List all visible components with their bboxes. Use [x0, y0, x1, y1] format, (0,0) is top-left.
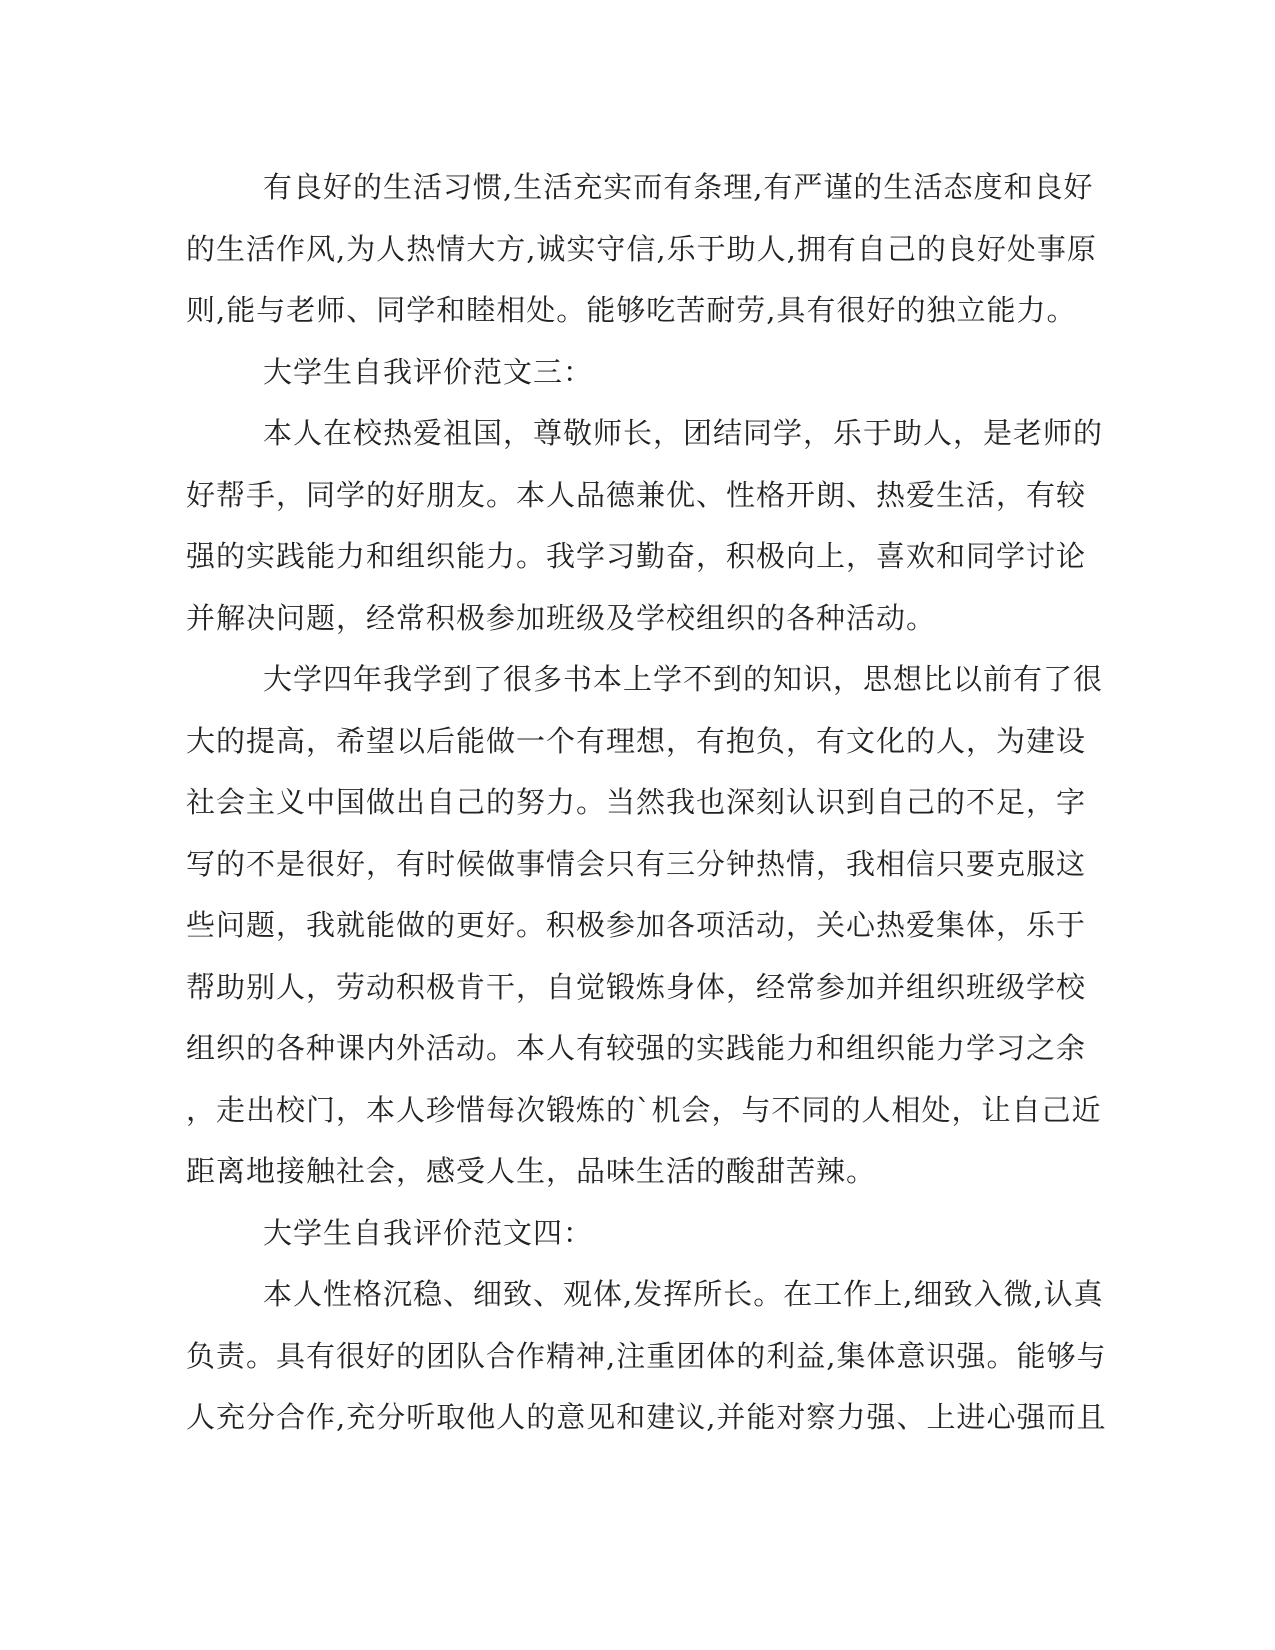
paragraph-line: 好帮手，同学的好朋友。本人品德兼优、性格开朗、热爱生活，有较 [186, 477, 1087, 512]
paragraph-line: 写的不是很好，有时候做事情会只有三分钟热情，我相信只要克服这 [186, 846, 1087, 881]
paragraph-line: ，走出校门，本人珍惜每次锻炼的`机会，与不同的人相处，让自己近 [186, 1092, 1102, 1127]
paragraph-line: 距离地接触社会，感受人生，品味生活的酸甜苦辣。 [186, 1154, 877, 1188]
paragraph-line: 社会主义中国做出自己的努力。当然我也深刻认识到自己的不足，字 [186, 785, 1087, 819]
section-heading: 大学生自我评价范文三： [263, 354, 594, 389]
paragraph-line: 些问题，我就能做的更好。积极参加各项活动，关心热爱集体，乐于 [186, 908, 1087, 942]
paragraph-line: 有良好的生活习惯,生活充实而有条理,有严谨的生活态度和良好 [263, 170, 1094, 204]
paragraph-line: 帮助别人，劳动积极肯干，自觉锻炼身体，经常参加并组织班级学校 [186, 969, 1087, 1004]
paragraph-line: 人充分合作,充分听取他人的意见和建议,并能对察力强、上进心强而且 [186, 1400, 1107, 1434]
paragraph-line: 则,能与老师、同学和睦相处。能够吃苦耐劳,具有很好的独立能力。 [186, 293, 1077, 327]
paragraph-line: 大学四年我学到了很多书本上学不到的知识，思想比以前有了很 [263, 662, 1104, 696]
paragraph-line: 本人性格沉稳、细致、观体,发挥所长。在工作上,细致入微,认真 [263, 1277, 1104, 1311]
section-heading: 大学生自我评价范文四： [263, 1215, 594, 1250]
paragraph-line: 负责。具有很好的团队合作精神,注重团体的利益,集体意识强。能够与 [186, 1338, 1107, 1373]
paragraph-line: 并解决问题，经常积极参加班级及学校组织的各种活动。 [186, 600, 937, 635]
paragraph-line: 组织的各种课内外活动。本人有较强的实践能力和组织能力学习之余 [186, 1031, 1087, 1065]
paragraph-line: 强的实践能力和组织能力。我学习勤奋，积极向上，喜欢和同学讨论 [186, 539, 1087, 573]
paragraph-line: 的生活作风,为人热情大方,诚实守信,乐于助人,拥有自己的良好处事原 [186, 231, 1097, 266]
paragraph-line: 大的提高，希望以后能做一个有理想，有抱负，有文化的人，为建设 [186, 723, 1087, 758]
paragraph-line: 本人在校热爱祖国，尊敬师长，团结同学，乐于助人，是老师的 [263, 416, 1104, 450]
document-body [186, 157, 1107, 1449]
